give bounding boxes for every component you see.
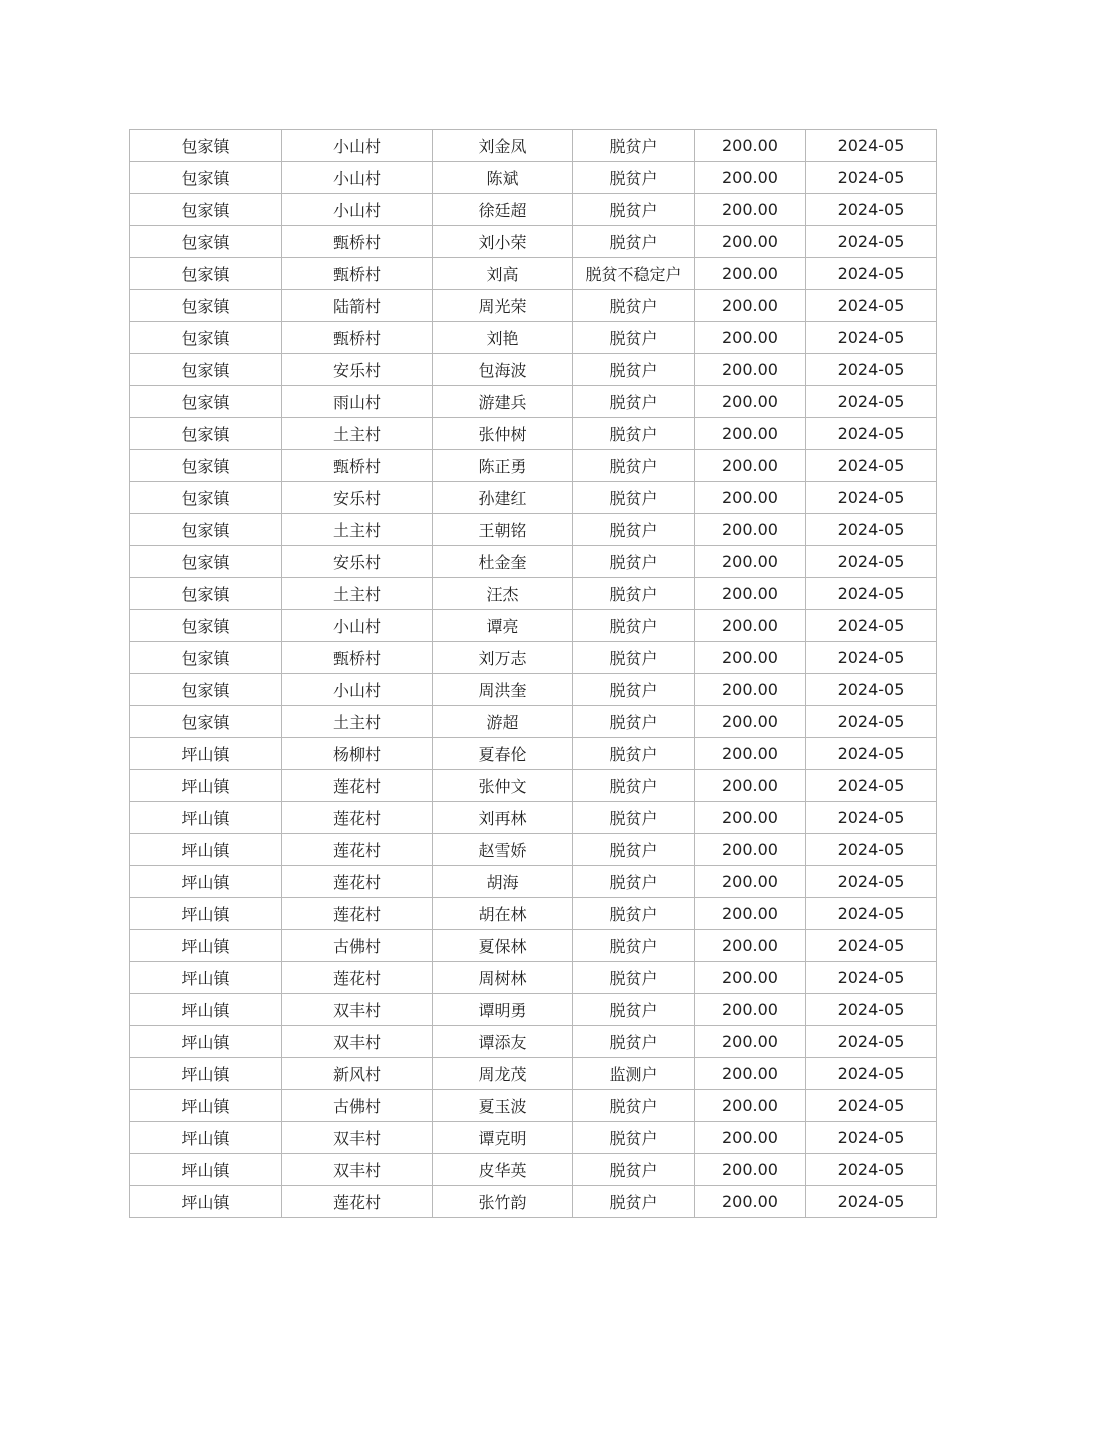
table-row	[130, 1186, 937, 1218]
town-cell: 坪山镇	[130, 1122, 282, 1154]
table-row	[130, 1058, 937, 1090]
household-type-cell: 脱贫户	[573, 1090, 695, 1122]
period-cell: 2024-05	[806, 1026, 937, 1058]
name-cell: 谭亮	[433, 610, 573, 642]
amount-cell: 200.00	[695, 482, 806, 514]
period-cell: 2024-05	[806, 802, 937, 834]
amount-cell: 200.00	[695, 418, 806, 450]
name-cell: 游超	[433, 706, 573, 738]
amount-cell: 200.00	[695, 610, 806, 642]
table-row	[130, 194, 937, 226]
household-type-cell: 脱贫户	[573, 386, 695, 418]
town-cell: 包家镇	[130, 514, 282, 546]
household-type-cell: 脱贫户	[573, 162, 695, 194]
village-cell: 莲花村	[282, 962, 433, 994]
amount-cell: 200.00	[695, 1058, 806, 1090]
amount-cell: 200.00	[695, 674, 806, 706]
subsidy-table	[129, 129, 937, 1218]
amount-cell: 200.00	[695, 354, 806, 386]
household-type-cell: 脱贫户	[573, 290, 695, 322]
household-type-cell: 脱贫户	[573, 1154, 695, 1186]
village-cell: 杨柳村	[282, 738, 433, 770]
name-cell: 夏玉波	[433, 1090, 573, 1122]
town-cell: 包家镇	[130, 418, 282, 450]
name-cell: 刘金凤	[433, 130, 573, 162]
household-type-cell: 脱贫户	[573, 1186, 695, 1218]
amount-cell: 200.00	[695, 642, 806, 674]
amount-cell: 200.00	[695, 130, 806, 162]
village-cell: 安乐村	[282, 354, 433, 386]
village-cell: 土主村	[282, 706, 433, 738]
town-cell: 包家镇	[130, 610, 282, 642]
town-cell: 包家镇	[130, 642, 282, 674]
table-row	[130, 1122, 937, 1154]
name-cell: 夏保林	[433, 930, 573, 962]
name-cell: 谭添友	[433, 1026, 573, 1058]
amount-cell: 200.00	[695, 802, 806, 834]
household-type-cell: 脱贫户	[573, 194, 695, 226]
household-type-cell: 脱贫户	[573, 130, 695, 162]
table-row	[130, 226, 937, 258]
table-row	[130, 354, 937, 386]
village-cell: 甄桥村	[282, 226, 433, 258]
household-type-cell: 脱贫户	[573, 962, 695, 994]
town-cell: 包家镇	[130, 322, 282, 354]
village-cell: 莲花村	[282, 802, 433, 834]
period-cell: 2024-05	[806, 514, 937, 546]
village-cell: 双丰村	[282, 994, 433, 1026]
table-row	[130, 738, 937, 770]
table-row	[130, 514, 937, 546]
amount-cell: 200.00	[695, 1186, 806, 1218]
name-cell: 徐廷超	[433, 194, 573, 226]
village-cell: 莲花村	[282, 866, 433, 898]
household-type-cell: 脱贫户	[573, 514, 695, 546]
amount-cell: 200.00	[695, 834, 806, 866]
name-cell: 刘小荣	[433, 226, 573, 258]
village-cell: 双丰村	[282, 1122, 433, 1154]
town-cell: 包家镇	[130, 578, 282, 610]
name-cell: 赵雪娇	[433, 834, 573, 866]
village-cell: 小山村	[282, 162, 433, 194]
town-cell: 坪山镇	[130, 898, 282, 930]
town-cell: 坪山镇	[130, 962, 282, 994]
period-cell: 2024-05	[806, 610, 937, 642]
name-cell: 夏春伦	[433, 738, 573, 770]
town-cell: 坪山镇	[130, 738, 282, 770]
village-cell: 莲花村	[282, 770, 433, 802]
name-cell: 张仲文	[433, 770, 573, 802]
town-cell: 坪山镇	[130, 834, 282, 866]
household-type-cell: 脱贫户	[573, 674, 695, 706]
name-cell: 周龙茂	[433, 1058, 573, 1090]
amount-cell: 200.00	[695, 258, 806, 290]
amount-cell: 200.00	[695, 226, 806, 258]
period-cell: 2024-05	[806, 770, 937, 802]
period-cell: 2024-05	[806, 354, 937, 386]
period-cell: 2024-05	[806, 642, 937, 674]
name-cell: 游建兵	[433, 386, 573, 418]
period-cell: 2024-05	[806, 290, 937, 322]
amount-cell: 200.00	[695, 290, 806, 322]
household-type-cell: 脱贫户	[573, 354, 695, 386]
table-row	[130, 546, 937, 578]
amount-cell: 200.00	[695, 386, 806, 418]
name-cell: 王朝铭	[433, 514, 573, 546]
household-type-cell: 脱贫户	[573, 610, 695, 642]
period-cell: 2024-05	[806, 1122, 937, 1154]
village-cell: 古佛村	[282, 930, 433, 962]
table-row	[130, 930, 937, 962]
period-cell: 2024-05	[806, 834, 937, 866]
household-type-cell: 脱贫户	[573, 546, 695, 578]
amount-cell: 200.00	[695, 898, 806, 930]
period-cell: 2024-05	[806, 866, 937, 898]
name-cell: 包海波	[433, 354, 573, 386]
household-type-cell: 脱贫户	[573, 482, 695, 514]
town-cell: 坪山镇	[130, 866, 282, 898]
amount-cell: 200.00	[695, 738, 806, 770]
amount-cell: 200.00	[695, 1154, 806, 1186]
household-type-cell: 脱贫户	[573, 770, 695, 802]
amount-cell: 200.00	[695, 930, 806, 962]
name-cell: 胡海	[433, 866, 573, 898]
town-cell: 坪山镇	[130, 930, 282, 962]
period-cell: 2024-05	[806, 1154, 937, 1186]
amount-cell: 200.00	[695, 162, 806, 194]
table-row	[130, 674, 937, 706]
household-type-cell: 脱贫户	[573, 898, 695, 930]
table-row	[130, 1090, 937, 1122]
name-cell: 陈正勇	[433, 450, 573, 482]
amount-cell: 200.00	[695, 194, 806, 226]
period-cell: 2024-05	[806, 994, 937, 1026]
household-type-cell: 脱贫户	[573, 930, 695, 962]
table-row	[130, 834, 937, 866]
village-cell: 莲花村	[282, 834, 433, 866]
town-cell: 坪山镇	[130, 1026, 282, 1058]
period-cell: 2024-05	[806, 674, 937, 706]
village-cell: 土主村	[282, 514, 433, 546]
town-cell: 坪山镇	[130, 994, 282, 1026]
amount-cell: 200.00	[695, 322, 806, 354]
household-type-cell: 脱贫户	[573, 418, 695, 450]
town-cell: 包家镇	[130, 546, 282, 578]
amount-cell: 200.00	[695, 546, 806, 578]
period-cell: 2024-05	[806, 322, 937, 354]
table-row	[130, 898, 937, 930]
name-cell: 刘再林	[433, 802, 573, 834]
table-row	[130, 418, 937, 450]
household-type-cell: 脱贫户	[573, 1122, 695, 1154]
town-cell: 包家镇	[130, 258, 282, 290]
table-row	[130, 1154, 937, 1186]
table-body	[130, 130, 937, 1218]
town-cell: 坪山镇	[130, 1154, 282, 1186]
village-cell: 土主村	[282, 418, 433, 450]
village-cell: 莲花村	[282, 898, 433, 930]
amount-cell: 200.00	[695, 770, 806, 802]
town-cell: 包家镇	[130, 482, 282, 514]
household-type-cell: 脱贫户	[573, 802, 695, 834]
town-cell: 坪山镇	[130, 1058, 282, 1090]
table-row	[130, 866, 937, 898]
period-cell: 2024-05	[806, 258, 937, 290]
amount-cell: 200.00	[695, 962, 806, 994]
table-row	[130, 162, 937, 194]
village-cell: 新风村	[282, 1058, 433, 1090]
town-cell: 坪山镇	[130, 770, 282, 802]
village-cell: 古佛村	[282, 1090, 433, 1122]
town-cell: 坪山镇	[130, 1090, 282, 1122]
period-cell: 2024-05	[806, 194, 937, 226]
town-cell: 包家镇	[130, 162, 282, 194]
town-cell: 包家镇	[130, 386, 282, 418]
name-cell: 谭明勇	[433, 994, 573, 1026]
village-cell: 甄桥村	[282, 258, 433, 290]
name-cell: 张竹韵	[433, 1186, 573, 1218]
period-cell: 2024-05	[806, 482, 937, 514]
table-row	[130, 1026, 937, 1058]
village-cell: 小山村	[282, 674, 433, 706]
table-row	[130, 322, 937, 354]
village-cell: 小山村	[282, 194, 433, 226]
period-cell: 2024-05	[806, 962, 937, 994]
town-cell: 包家镇	[130, 226, 282, 258]
name-cell: 胡在林	[433, 898, 573, 930]
period-cell: 2024-05	[806, 578, 937, 610]
town-cell: 包家镇	[130, 290, 282, 322]
town-cell: 包家镇	[130, 130, 282, 162]
table-row	[130, 642, 937, 674]
village-cell: 土主村	[282, 578, 433, 610]
household-type-cell: 脱贫户	[573, 450, 695, 482]
household-type-cell: 脱贫户	[573, 1026, 695, 1058]
village-cell: 小山村	[282, 610, 433, 642]
name-cell: 孙建红	[433, 482, 573, 514]
amount-cell: 200.00	[695, 578, 806, 610]
village-cell: 安乐村	[282, 546, 433, 578]
table-row	[130, 130, 937, 162]
amount-cell: 200.00	[695, 706, 806, 738]
amount-cell: 200.00	[695, 994, 806, 1026]
name-cell: 刘高	[433, 258, 573, 290]
period-cell: 2024-05	[806, 738, 937, 770]
village-cell: 陆箭村	[282, 290, 433, 322]
table-row	[130, 482, 937, 514]
table-row	[130, 770, 937, 802]
name-cell: 周树林	[433, 962, 573, 994]
town-cell: 坪山镇	[130, 1186, 282, 1218]
village-cell: 小山村	[282, 130, 433, 162]
name-cell: 谭克明	[433, 1122, 573, 1154]
name-cell: 陈斌	[433, 162, 573, 194]
town-cell: 包家镇	[130, 450, 282, 482]
name-cell: 周洪奎	[433, 674, 573, 706]
table-row	[130, 802, 937, 834]
period-cell: 2024-05	[806, 930, 937, 962]
table-row	[130, 450, 937, 482]
town-cell: 坪山镇	[130, 802, 282, 834]
household-type-cell: 脱贫户	[573, 866, 695, 898]
period-cell: 2024-05	[806, 162, 937, 194]
village-cell: 雨山村	[282, 386, 433, 418]
town-cell: 包家镇	[130, 194, 282, 226]
household-type-cell: 脱贫户	[573, 834, 695, 866]
household-type-cell: 脱贫户	[573, 226, 695, 258]
table-row	[130, 962, 937, 994]
town-cell: 包家镇	[130, 674, 282, 706]
period-cell: 2024-05	[806, 1186, 937, 1218]
village-cell: 安乐村	[282, 482, 433, 514]
name-cell: 杜金奎	[433, 546, 573, 578]
household-type-cell: 脱贫户	[573, 994, 695, 1026]
table-row	[130, 994, 937, 1026]
village-cell: 甄桥村	[282, 642, 433, 674]
name-cell: 张仲树	[433, 418, 573, 450]
period-cell: 2024-05	[806, 706, 937, 738]
period-cell: 2024-05	[806, 1090, 937, 1122]
table-row	[130, 258, 937, 290]
period-cell: 2024-05	[806, 898, 937, 930]
village-cell: 甄桥村	[282, 322, 433, 354]
period-cell: 2024-05	[806, 386, 937, 418]
table-row	[130, 290, 937, 322]
period-cell: 2024-05	[806, 546, 937, 578]
village-cell: 莲花村	[282, 1186, 433, 1218]
amount-cell: 200.00	[695, 1090, 806, 1122]
village-cell: 双丰村	[282, 1154, 433, 1186]
table-row	[130, 578, 937, 610]
name-cell: 汪杰	[433, 578, 573, 610]
household-type-cell: 脱贫不稳定户	[573, 258, 695, 290]
name-cell: 刘万志	[433, 642, 573, 674]
period-cell: 2024-05	[806, 130, 937, 162]
amount-cell: 200.00	[695, 450, 806, 482]
amount-cell: 200.00	[695, 1026, 806, 1058]
period-cell: 2024-05	[806, 450, 937, 482]
period-cell: 2024-05	[806, 418, 937, 450]
name-cell: 周光荣	[433, 290, 573, 322]
household-type-cell: 脱贫户	[573, 642, 695, 674]
village-cell: 双丰村	[282, 1026, 433, 1058]
period-cell: 2024-05	[806, 226, 937, 258]
period-cell: 2024-05	[806, 1058, 937, 1090]
household-type-cell: 脱贫户	[573, 322, 695, 354]
household-type-cell: 监测户	[573, 1058, 695, 1090]
amount-cell: 200.00	[695, 1122, 806, 1154]
amount-cell: 200.00	[695, 866, 806, 898]
town-cell: 包家镇	[130, 706, 282, 738]
name-cell: 皮华英	[433, 1154, 573, 1186]
amount-cell: 200.00	[695, 514, 806, 546]
table-row	[130, 610, 937, 642]
table-row	[130, 386, 937, 418]
town-cell: 包家镇	[130, 354, 282, 386]
table-row	[130, 706, 937, 738]
household-type-cell: 脱贫户	[573, 738, 695, 770]
household-type-cell: 脱贫户	[573, 706, 695, 738]
household-type-cell: 脱贫户	[573, 578, 695, 610]
village-cell: 甄桥村	[282, 450, 433, 482]
name-cell: 刘艳	[433, 322, 573, 354]
